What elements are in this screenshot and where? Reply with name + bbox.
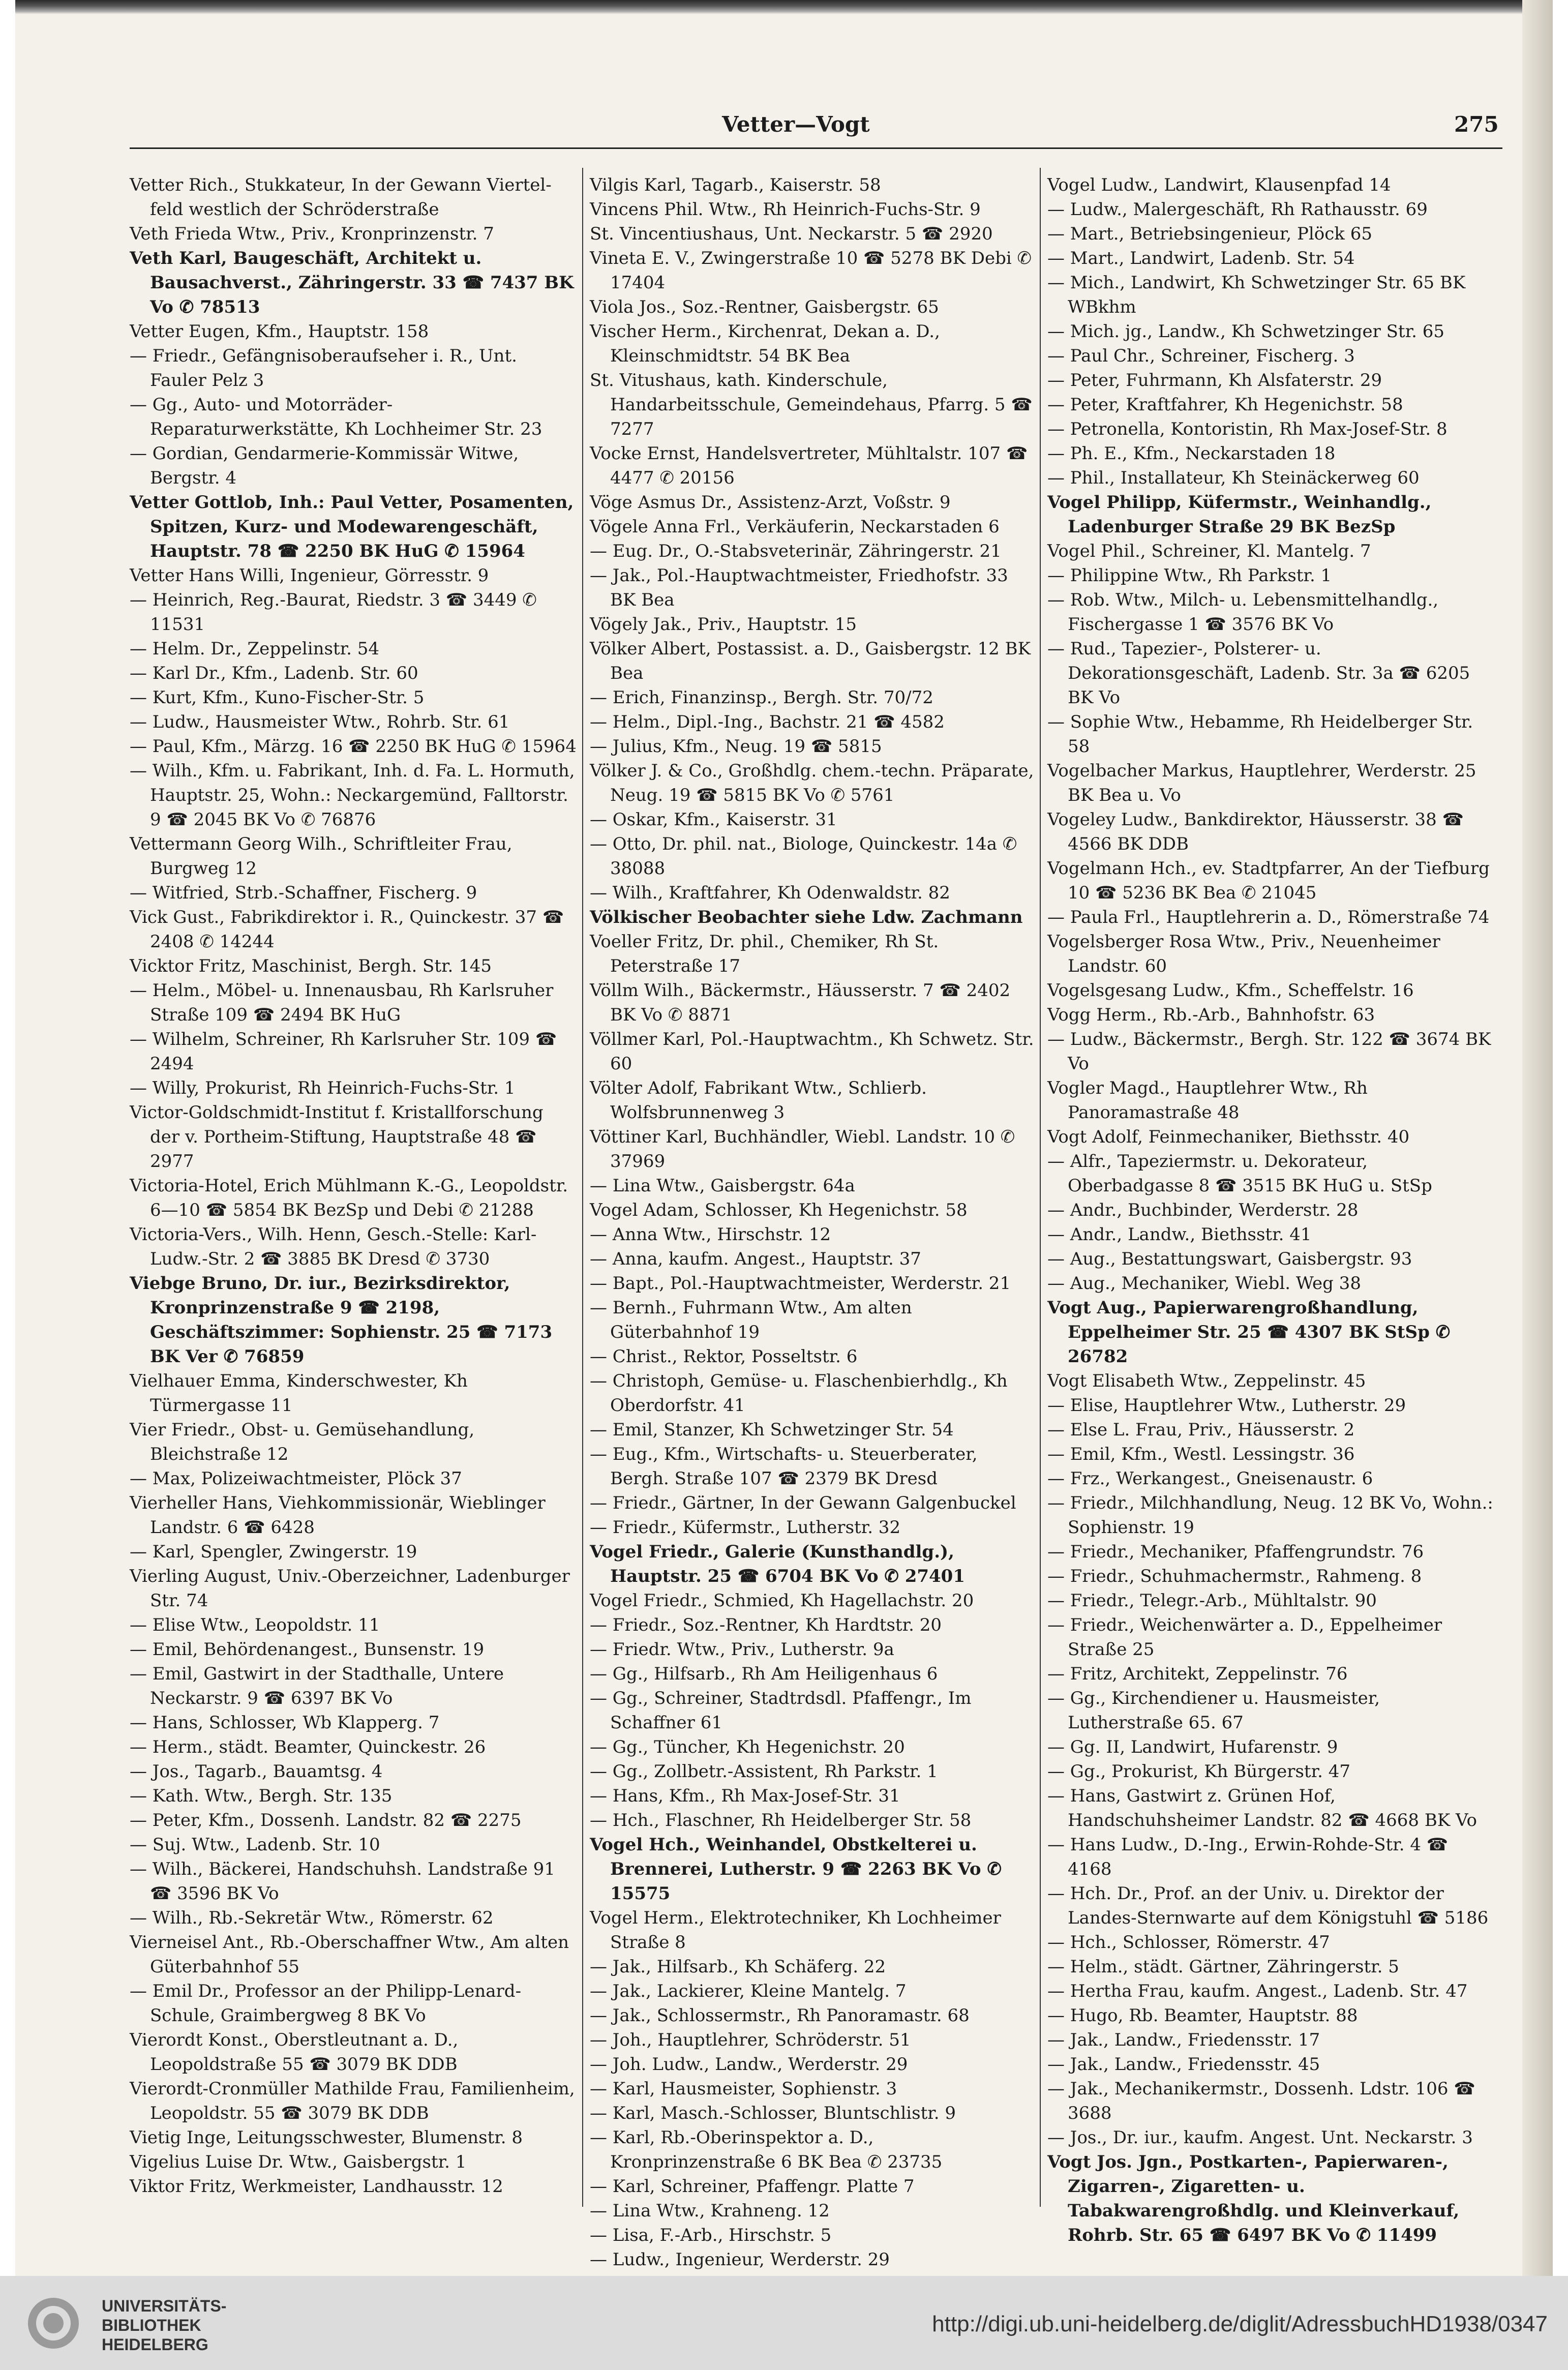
directory-entry: — Lina Wtw., Krahneng. 12 <box>590 2201 830 2221</box>
directory-entry: Viola Jos., Soz.-Rentner, Gaisbergstr. 65 <box>590 297 939 317</box>
directory-entry: Vogler Magd., Hauptlehrer Wtw., Rh Panoramastraße 48 <box>1047 1078 1368 1123</box>
directory-entry: — Hch., Flaschner, Rh Heidelberger Str. 58 <box>590 1810 972 1831</box>
directory-entry: Vietig Inge, Leitungsschwester, Blumenstr. 8 <box>130 2127 523 2148</box>
directory-entry: — Karl, Rb.-Oberinspektor a. D., Kronprinzenstraße 6 BK Bea ✆ 23735 <box>590 2127 943 2172</box>
directory-entry: — Rud., Tapezier-, Polsterer- u. Dekorationsgeschäft, Ladenb. Str. 3a ☎ 6205 BK Vo <box>1047 639 1470 708</box>
header-rule <box>130 147 1502 149</box>
directory-entry: — Lisa, F.-Arb., Hirschstr. 5 <box>590 2225 832 2245</box>
directory-entry: — Christoph, Gemüse- u. Flaschenbierhdlg., Kh Oberdorfstr. 41 <box>590 1371 1008 1416</box>
scan-edge <box>15 0 1553 14</box>
directory-entry: — Andr., Landw., Biethsstr. 41 <box>1047 1224 1312 1245</box>
directory-entry: Vick Gust., Fabrikdirektor i. R., Quinckestr. 37 ☎ 2408 ✆ 14244 <box>130 907 564 952</box>
directory-entry: — Gg., Kirchendiener u. Hausmeister, Lutherstraße 65. 67 <box>1047 1688 1380 1733</box>
directory-entry: — Ludw., Malergeschäft, Rh Rathausstr. 69 <box>1047 199 1428 220</box>
directory-entry: Vogelmann Hch., ev. Stadtpfarrer, An der Tiefburg 10 ☎ 5236 BK Bea ✆ 21045 <box>1047 858 1490 903</box>
directory-entry: Viktor Fritz, Werkmeister, Landhausstr. 12 <box>130 2176 503 2197</box>
directory-entry: Vier Friedr., Obst- u. Gemüsehandlung, Bleichstraße 12 <box>130 1420 475 1464</box>
directory-entry: — Friedr., Telegr.-Arb., Mühltalstr. 90 <box>1047 1591 1377 1611</box>
directory-entry: Vischer Herm., Kirchenrat, Dekan a. D., Kleinschmidtstr. 54 BK Bea <box>590 321 940 366</box>
directory-entry: — Wilh., Kraftfahrer, Kh Odenwaldstr. 82 <box>590 883 950 903</box>
directory-entry: — Friedr., Soz.-Rentner, Kh Hardtstr. 20 <box>590 1615 942 1635</box>
directory-entry: St. Vincentiushaus, Unt. Neckarstr. 5 ☎ 2920 <box>590 224 993 244</box>
directory-entry: — Helm., Dipl.-Ing., Bachstr. 21 ☎ 4582 <box>590 712 945 732</box>
directory-entry: — Karl, Hausmeister, Sophienstr. 3 <box>590 2079 897 2099</box>
directory-entry: — Ludw., Ingenieur, Werderstr. 29 <box>590 2249 890 2270</box>
directory-entry: Vogt Jos. Jgn., Postkarten-, Papierwaren-, Zigarren-, Zigaretten- u. Tabakwarengroßhdlg. und Kleinverkauf, Rohrb. Str. 65 ☎ 6497 BK Vo ✆ 11499 <box>1047 2152 1460 2245</box>
directory-entry: — Jak., Mechanikermstr., Dossenh. Ldstr. 106 ☎ 3688 <box>1047 2079 1475 2123</box>
directory-entry: — Alfr., Tapeziermstr. u. Dekorateur, Oberbadgasse 8 ☎ 3515 BK HuG u. StSp <box>1047 1151 1432 1196</box>
digitization-footer <box>0 2276 1568 2370</box>
directory-entry: Vogg Herm., Rb.-Arb., Bahnhofstr. 63 <box>1047 1005 1375 1025</box>
library-name-line: UNIVERSITÄTS- <box>102 2297 227 2315</box>
directory-entry: Vogelbacher Markus, Hauptlehrer, Werderstr. 25 BK Bea u. Vo <box>1047 761 1476 805</box>
directory-entry: Völter Adolf, Fabrikant Wtw., Schlierb. Wolfsbrunnenweg 3 <box>590 1078 927 1123</box>
directory-entry: Vogel Hch., Weinhandel, Obstkelterei u. Brennerei, Lutherstr. 9 ☎ 2263 BK Vo ✆ 15575 <box>590 1835 1002 1904</box>
directory-entry: — Wilh., Rb.-Sekretär Wtw., Römerstr. 62 <box>130 1908 494 1928</box>
directory-entry: — Paul Chr., Schreiner, Fischerg. 3 <box>1047 346 1355 366</box>
directory-entry: Vöttiner Karl, Buchhändler, Wiebl. Landstr. 10 ✆ 37969 <box>590 1127 1015 1172</box>
library-name-line: BIBLIOTHEK <box>102 2316 201 2334</box>
page-binding-shadow <box>1522 0 1553 2276</box>
directory-entry: — Eug. Dr., O.-Stabsveterinär, Zähringerstr. 21 <box>590 541 1002 561</box>
directory-entry: — Mart., Betriebsingenieur, Plöck 65 <box>1047 224 1372 244</box>
directory-entry: — Joh. Ludw., Landw., Werderstr. 29 <box>590 2054 908 2075</box>
directory-entry: Vigelius Luise Dr. Wtw., Gaisbergstr. 1 <box>130 2152 467 2172</box>
directory-entry: — Emil, Kfm., Westl. Lessingstr. 36 <box>1047 1444 1355 1464</box>
directory-entry: — Friedr., Küfermstr., Lutherstr. 32 <box>590 1517 901 1538</box>
library-seal-icon <box>25 2295 81 2351</box>
directory-entry: Voeller Fritz, Dr. phil., Chemiker, Rh St. Peterstraße 17 <box>590 932 939 976</box>
directory-entry: — Kath. Wtw., Bergh. Str. 135 <box>130 1786 393 1806</box>
directory-entry: Vogel Friedr., Schmied, Kh Hagellachstr. 20 <box>590 1591 974 1611</box>
directory-entry: — Helm. Dr., Zeppelinstr. 54 <box>130 639 380 659</box>
directory-entry: — Joh., Hauptlehrer, Schröderstr. 51 <box>590 2030 911 2050</box>
directory-entry: Vincens Phil. Wtw., Rh Heinrich-Fuchs-Str. 9 <box>590 199 981 220</box>
directory-entry: Vocke Ernst, Handelsvertreter, Mühltalstr. 107 ☎ 4477 ✆ 20156 <box>590 443 1028 488</box>
directory-entry: — Wilh., Bäckerei, Handschuhsh. Landstraße 91 ☎ 3596 BK Vo <box>130 1859 555 1904</box>
directory-entry: — Gg., Prokurist, Kh Bürgerstr. 47 <box>1047 1761 1350 1782</box>
directory-entry: — Friedr., Schuhmachermstr., Rahmeng. 8 <box>1047 1566 1422 1586</box>
directory-entry: — Philippine Wtw., Rh Parkstr. 1 <box>1047 565 1332 586</box>
directory-entry: Vogel Philipp, Küfermstr., Weinhandlg., Ladenburger Straße 29 BK BezSp <box>1047 492 1432 537</box>
directory-entry: — Kurt, Kfm., Kuno-Fischer-Str. 5 <box>130 687 425 708</box>
directory-entry: — Aug., Bestattungswart, Gaisbergstr. 93 <box>1047 1249 1412 1269</box>
directory-entry: — Jos., Dr. iur., kaufm. Angest. Unt. Neckarstr. 3 <box>1047 2127 1473 2148</box>
directory-entry: — Christ., Rektor, Posseltstr. 6 <box>590 1346 858 1367</box>
directory-entry: — Bapt., Pol.-Hauptwachtmeister, Werderstr. 21 <box>590 1273 1011 1294</box>
directory-entry: — Jak., Schlossermstr., Rh Panoramastr. 68 <box>590 2005 970 2026</box>
directory-entry: Vöge Asmus Dr., Assistenz-Arzt, Voßstr. 9 <box>590 492 951 513</box>
directory-entry: — Gg., Hilfsarb., Rh Am Heiligenhaus 6 <box>590 1664 938 1684</box>
directory-entry: Vögely Jak., Priv., Hauptstr. 15 <box>590 614 857 635</box>
column-rule <box>1040 168 1041 2207</box>
directory-entry: — Friedr. Wtw., Priv., Lutherstr. 9a <box>590 1639 894 1660</box>
directory-entry: — Wilhelm, Schreiner, Rh Karlsruher Str. 109 ☎ 2494 <box>130 1029 557 1074</box>
directory-entry: — Jak., Landw., Friedensstr. 17 <box>1047 2030 1320 2050</box>
library-name-line: HEIDELBERG <box>102 2335 208 2354</box>
directory-entry: Vögele Anna Frl., Verkäuferin, Neckarstaden 6 <box>590 517 1000 537</box>
directory-entry: — Else L. Frau, Priv., Häusserstr. 2 <box>1047 1420 1355 1440</box>
directory-entry: — Sophie Wtw., Hebamme, Rh Heidelberger Str. 58 <box>1047 712 1473 757</box>
directory-entry: — Gg., Schreiner, Stadtrdsdl. Pfaffengr., Im Schaffner 61 <box>590 1688 972 1733</box>
directory-entry: — Friedr., Milchhandlung, Neug. 12 BK Vo, Wohn.: Sophienstr. 19 <box>1047 1493 1493 1538</box>
directory-entry: — Gg., Auto- und Motorräder-Reparaturwerkstätte, Kh Lochheimer Str. 23 <box>130 395 542 439</box>
directory-entry: — Elise Wtw., Leopoldstr. 11 <box>130 1615 380 1635</box>
directory-entry: — Friedr., Gärtner, In der Gewann Galgenbuckel <box>590 1493 1016 1513</box>
directory-entry: Vielhauer Emma, Kinderschwester, Kh Türmergasse 11 <box>130 1371 468 1416</box>
directory-entry: Vogt Elisabeth Wtw., Zeppelinstr. 45 <box>1047 1371 1366 1391</box>
directory-entry: St. Vitushaus, kath. Kinderschule, Handarbeitsschule, Gemeindehaus, Pfarrg. 5 ☎ 7277 <box>590 370 1033 439</box>
directory-entry: Vierheller Hans, Viehkommissionär, Wieblinger Landstr. 6 ☎ 6428 <box>130 1493 546 1538</box>
directory-entry: — Petronella, Kontoristin, Rh Max-Josef-Str. 8 <box>1047 419 1448 439</box>
directory-entry: — Jak., Pol.-Hauptwachtmeister, Friedhofstr. 33 BK Bea <box>590 565 1008 610</box>
directory-entry: — Emil Dr., Professor an der Philipp-Lenard-Schule, Graimbergweg 8 BK Vo <box>130 1981 522 2026</box>
directory-entry: — Anna, kaufm. Angest., Hauptstr. 37 <box>590 1249 921 1269</box>
directory-entry: — Helm., Möbel- u. Innenausbau, Rh Karlsruher Straße 109 ☎ 2494 BK HuG <box>130 980 554 1025</box>
directory-entry: — Phil., Installateur, Kh Steinäckerweg 60 <box>1047 468 1420 488</box>
directory-entry: — Mich. jg., Landw., Kh Schwetzinger Str. 65 <box>1047 321 1444 342</box>
directory-entry: — Anna Wtw., Hirschstr. 12 <box>590 1224 831 1245</box>
directory-entry: — Julius, Kfm., Neug. 19 ☎ 5815 <box>590 736 882 757</box>
directory-entry: — Peter, Kfm., Dossenh. Landstr. 82 ☎ 2275 <box>130 1810 522 1831</box>
directory-entry: Vierling August, Univ.-Oberzeichner, Ladenburger Str. 74 <box>130 1566 570 1611</box>
directory-entry: — Max, Polizeiwachtmeister, Plöck 37 <box>130 1468 462 1489</box>
directory-entry: Vettermann Georg Wilh., Schriftleiter Frau, Burgweg 12 <box>130 834 512 879</box>
directory-entry: — Gg., Zollbetr.-Assistent, Rh Parkstr. 1 <box>590 1761 938 1782</box>
directory-entry: — Gg. II, Landwirt, Hufarenstr. 9 <box>1047 1737 1338 1757</box>
directory-entry: — Peter, Fuhrmann, Kh Alsfaterstr. 29 <box>1047 370 1382 391</box>
directory-entry: — Oskar, Kfm., Kaiserstr. 31 <box>590 809 837 830</box>
directory-entry: — Ph. E., Kfm., Neckarstaden 18 <box>1047 443 1336 464</box>
directory-entry: Vierneisel Ant., Rb.-Oberschaffner Wtw., Am alten Güterbahnhof 55 <box>130 1932 569 1977</box>
directory-entry: Vogelsgesang Ludw., Kfm., Scheffelstr. 16 <box>1047 980 1414 1001</box>
directory-entry: — Andr., Buchbinder, Werderstr. 28 <box>1047 1200 1359 1220</box>
directory-entry: Vogel Phil., Schreiner, Kl. Mantelg. 7 <box>1047 541 1371 561</box>
directory-entry: — Gordian, Gendarmerie-Kommissär Witwe, Bergstr. 4 <box>130 443 519 488</box>
directory-entry: — Eug., Kfm., Wirtschafts- u. Steuerberater, Bergh. Straße 107 ☎ 2379 BK Dresd <box>590 1444 978 1489</box>
directory-entry: — Friedr., Weichenwärter a. D., Eppelheimer Straße 25 <box>1047 1615 1442 1660</box>
scanned-page <box>15 0 1553 2276</box>
directory-entry: Vilgis Karl, Tagarb., Kaiserstr. 58 <box>590 175 881 195</box>
directory-entry: — Hans, Kfm., Rh Max-Josef-Str. 31 <box>590 1786 900 1806</box>
directory-entry: — Hans Ludw., D.-Ing., Erwin-Rohde-Str. 4 ☎ 4168 <box>1047 1835 1449 1879</box>
directory-entry: Vetter Hans Willi, Ingenieur, Görresstr. 9 <box>130 565 489 586</box>
directory-entry: — Mich., Landwirt, Kh Schwetzinger Str. 65 BK WBkhm <box>1047 273 1466 317</box>
directory-entry: Vogt Aug., Papierwarengroßhandlung, Eppelheimer Str. 25 ☎ 4307 BK StSp ✆ 26782 <box>1047 1298 1451 1367</box>
directory-entry: — Karl Dr., Kfm., Ladenb. Str. 60 <box>130 663 418 683</box>
directory-entry: — Rob. Wtw., Milch- u. Lebensmittelhandlg., Fischergasse 1 ☎ 3576 BK Vo <box>1047 590 1439 635</box>
directory-entry: Veth Frieda Wtw., Priv., Kronprinzenstr. 7 <box>130 224 494 244</box>
directory-entry: — Herm., städt. Beamter, Quinckestr. 26 <box>130 1737 486 1757</box>
directory-entry: Vogelsberger Rosa Wtw., Priv., Neuenheimer Landstr. 60 <box>1047 932 1440 976</box>
directory-entry: — Mart., Landwirt, Ladenb. Str. 54 <box>1047 248 1355 268</box>
directory-entry: — Suj. Wtw., Ladenb. Str. 10 <box>130 1835 380 1855</box>
directory-entry: — Emil, Gastwirt in der Stadthalle, Untere Neckarstr. 9 ☎ 6397 BK Vo <box>130 1664 504 1708</box>
directory-column-1 <box>130 173 577 2207</box>
directory-entry: Vogt Adolf, Feinmechaniker, Biethsstr. 40 <box>1047 1127 1410 1147</box>
directory-entry: — Lina Wtw., Gaisbergstr. 64a <box>590 1176 855 1196</box>
directory-column-2 <box>590 173 1037 2270</box>
directory-entry: — Karl, Schreiner, Pfaffengr. Platte 7 <box>590 2176 915 2197</box>
directory-entry: — Hans, Gastwirt z. Grünen Hof, Handschuhsheimer Landstr. 82 ☎ 4668 BK Vo <box>1047 1786 1477 1831</box>
directory-entry: Völkischer Beobachter siehe Ldw. Zachmann <box>590 907 1023 927</box>
directory-entry: — Witfried, Strb.-Schaffner, Fischerg. 9 <box>130 883 477 903</box>
directory-entry: — Karl, Spengler, Zwingerstr. 19 <box>130 1542 417 1562</box>
directory-entry: Vogel Ludw., Landwirt, Klausenpfad 14 <box>1047 175 1391 195</box>
directory-entry: Vetter Gottlob, Inh.: Paul Vetter, Posamenten, Spitzen, Kurz- und Modewarengeschäft, Hauptstr. 78 ☎ 2250 BK HuG ✆ 15964 <box>130 492 574 561</box>
directory-entry: — Karl, Masch.-Schlosser, Bluntschlistr. 9 <box>590 2103 956 2123</box>
directory-entry: Vierordt Konst., Oberstleutnant a. D., Leopoldstraße 55 ☎ 3079 BK DDB <box>130 2030 459 2075</box>
directory-column-3 <box>1047 173 1495 2245</box>
directory-entry: — Paul, Kfm., Märzg. 16 ☎ 2250 BK HuG ✆ 15964 <box>130 736 577 757</box>
column-rule <box>582 168 583 2207</box>
directory-entry: — Hch., Schlosser, Römerstr. 47 <box>1047 1932 1330 1953</box>
directory-entry: Vetter Eugen, Kfm., Hauptstr. 158 <box>130 321 429 342</box>
directory-entry: — Paula Frl., Hauptlehrerin a. D., Römerstraße 74 <box>1047 907 1490 927</box>
directory-entry: — Ludw., Hausmeister Wtw., Rohrb. Str. 61 <box>130 712 510 732</box>
directory-entry: Vogel Friedr., Galerie (Kunsthandlg.), Hauptstr. 25 ☎ 6704 BK Vo ✆ 27401 <box>590 1542 965 1586</box>
directory-entry: — Friedr., Gefängnisoberaufseher i. R., Unt. Fauler Pelz 3 <box>130 346 517 391</box>
directory-entry: — Bernh., Fuhrmann Wtw., Am alten Güterbahnhof 19 <box>590 1298 912 1342</box>
directory-entry: — Hugo, Rb. Beamter, Hauptstr. 88 <box>1047 2005 1358 2026</box>
directory-entry: Victoria-Vers., Wilh. Henn, Gesch.-Stelle: Karl-Ludw.-Str. 2 ☎ 3885 BK Dresd ✆ 3730 <box>130 1224 537 1269</box>
directory-entry: — Hans, Schlosser, Wb Klapperg. 7 <box>130 1713 440 1733</box>
directory-entry: — Helm., städt. Gärtner, Zähringerstr. 5 <box>1047 1957 1399 1977</box>
directory-entry: — Hch. Dr., Prof. an der Univ. u. Direktor der Landes-Sternwarte auf dem Königstuhl ☎ 5186 <box>1047 1883 1489 1928</box>
directory-entry: — Heinrich, Reg.-Baurat, Riedstr. 3 ☎ 3449 ✆ 11531 <box>130 590 537 635</box>
directory-entry: — Frz., Werkangest., Gneisenaustr. 6 <box>1047 1468 1373 1489</box>
directory-entry: Vetter Rich., Stukkateur, In der Gewann Viertel-feld westlich der Schröderstraße <box>130 175 552 220</box>
directory-entry: — Otto, Dr. phil. nat., Biologe, Quinckestr. 14a ✆ 38088 <box>590 834 1017 879</box>
directory-entry: — Jak., Lackierer, Kleine Mantelg. 7 <box>590 1981 907 2001</box>
directory-entry: — Wilh., Kfm. u. Fabrikant, Inh. d. Fa. L. Hormuth, Hauptstr. 25, Wohn.: Neckargemünd, Falltorstr. 9 ☎ 2045 BK Vo ✆ 76876 <box>130 761 575 830</box>
directory-entry: — Jak., Landw., Friedensstr. 45 <box>1047 2054 1320 2075</box>
directory-entry: — Emil, Stanzer, Kh Schwetzinger Str. 54 <box>590 1420 954 1440</box>
directory-entry: Völlmer Karl, Pol.-Hauptwachtm., Kh Schwetz. Str. 60 <box>590 1029 1034 1074</box>
directory-entry: Vierordt-Cronmüller Mathilde Frau, Familienheim, Leopoldstr. 55 ☎ 3079 BK DDB <box>130 2079 575 2123</box>
directory-entry: — Jak., Hilfsarb., Kh Schäferg. 22 <box>590 1957 886 1977</box>
directory-entry: Victoria-Hotel, Erich Mühlmann K.-G., Leopoldstr. 6—10 ☎ 5854 BK BezSp und Debi ✆ 21288 <box>130 1176 568 1220</box>
directory-entry: — Emil, Behördenangest., Bunsenstr. 19 <box>130 1639 485 1660</box>
directory-entry: Vineta E. V., Zwingerstraße 10 ☎ 5278 BK Debi ✆ 17404 <box>590 248 1032 293</box>
page-number: 275 <box>1454 112 1499 137</box>
directory-entry: — Elise, Hauptlehrer Wtw., Lutherstr. 29 <box>1047 1395 1406 1416</box>
directory-entry: Vicktor Fritz, Maschinist, Bergh. Str. 145 <box>130 956 492 976</box>
directory-entry: — Willy, Prokurist, Rh Heinrich-Fuchs-Str. 1 <box>130 1078 516 1098</box>
directory-entry: — Hertha Frau, kaufm. Angest., Ladenb. Str. 47 <box>1047 1981 1468 2001</box>
directory-entry: — Jos., Tagarb., Bauamtsg. 4 <box>130 1761 383 1782</box>
directory-entry: — Gg., Tüncher, Kh Hegenichstr. 20 <box>590 1737 905 1757</box>
directory-entry: Vogel Herm., Elektrotechniker, Kh Lochheimer Straße 8 <box>590 1908 1001 1953</box>
library-name <box>102 2296 226 2354</box>
directory-entry: Veth Karl, Baugeschäft, Architekt u. Bausachverst., Zähringerstr. 33 ☎ 7437 BK Vo ✆ 78513 <box>130 248 574 317</box>
directory-entry: — Friedr., Mechaniker, Pfaffengrundstr. 76 <box>1047 1542 1424 1562</box>
directory-entry: Völker Albert, Postassist. a. D., Gaisbergstr. 12 BK Bea <box>590 639 1031 683</box>
directory-entry: Völker J. & Co., Großhdlg. chem.-techn. Präparate, Neug. 19 ☎ 5815 BK Vo ✆ 5761 <box>590 761 1034 805</box>
directory-entry: Viebge Bruno, Dr. iur., Bezirksdirektor, Kronprinzenstraße 9 ☎ 2198, Geschäftszimmer: Sophienstr. 25 ☎ 7173 BK Ver ✆ 76859 <box>130 1273 553 1367</box>
directory-entry: — Fritz, Architekt, Zeppelinstr. 76 <box>1047 1664 1348 1684</box>
source-url-link[interactable]: http://digi.ub.uni-heidelberg.de/diglit/AdressbuchHD1938/0347 <box>932 2312 1548 2336</box>
directory-entry: — Aug., Mechaniker, Wiebl. Weg 38 <box>1047 1273 1361 1294</box>
directory-entry: — Peter, Kraftfahrer, Kh Hegenichstr. 58 <box>1047 395 1403 415</box>
directory-entry: — Erich, Finanzinsp., Bergh. Str. 70/72 <box>590 687 933 708</box>
directory-entry: Victor-Goldschmidt-Institut f. Kristallforschung der v. Portheim-Stiftung, Hauptstraße 48 ☎ 2977 <box>130 1102 544 1172</box>
directory-entry: Vogel Adam, Schlosser, Kh Hegenichstr. 58 <box>590 1200 968 1220</box>
directory-entry: Vogeley Ludw., Bankdirektor, Häusserstr. 38 ☎ 4566 BK DDB <box>1047 809 1464 854</box>
directory-entry: Völlm Wilh., Bäckermstr., Häusserstr. 7 ☎ 2402 BK Vo ✆ 8871 <box>590 980 1011 1025</box>
running-head: Vetter—Vogt <box>722 112 870 137</box>
directory-entry: — Ludw., Bäckermstr., Bergh. Str. 122 ☎ 3674 BK Vo <box>1047 1029 1491 1074</box>
